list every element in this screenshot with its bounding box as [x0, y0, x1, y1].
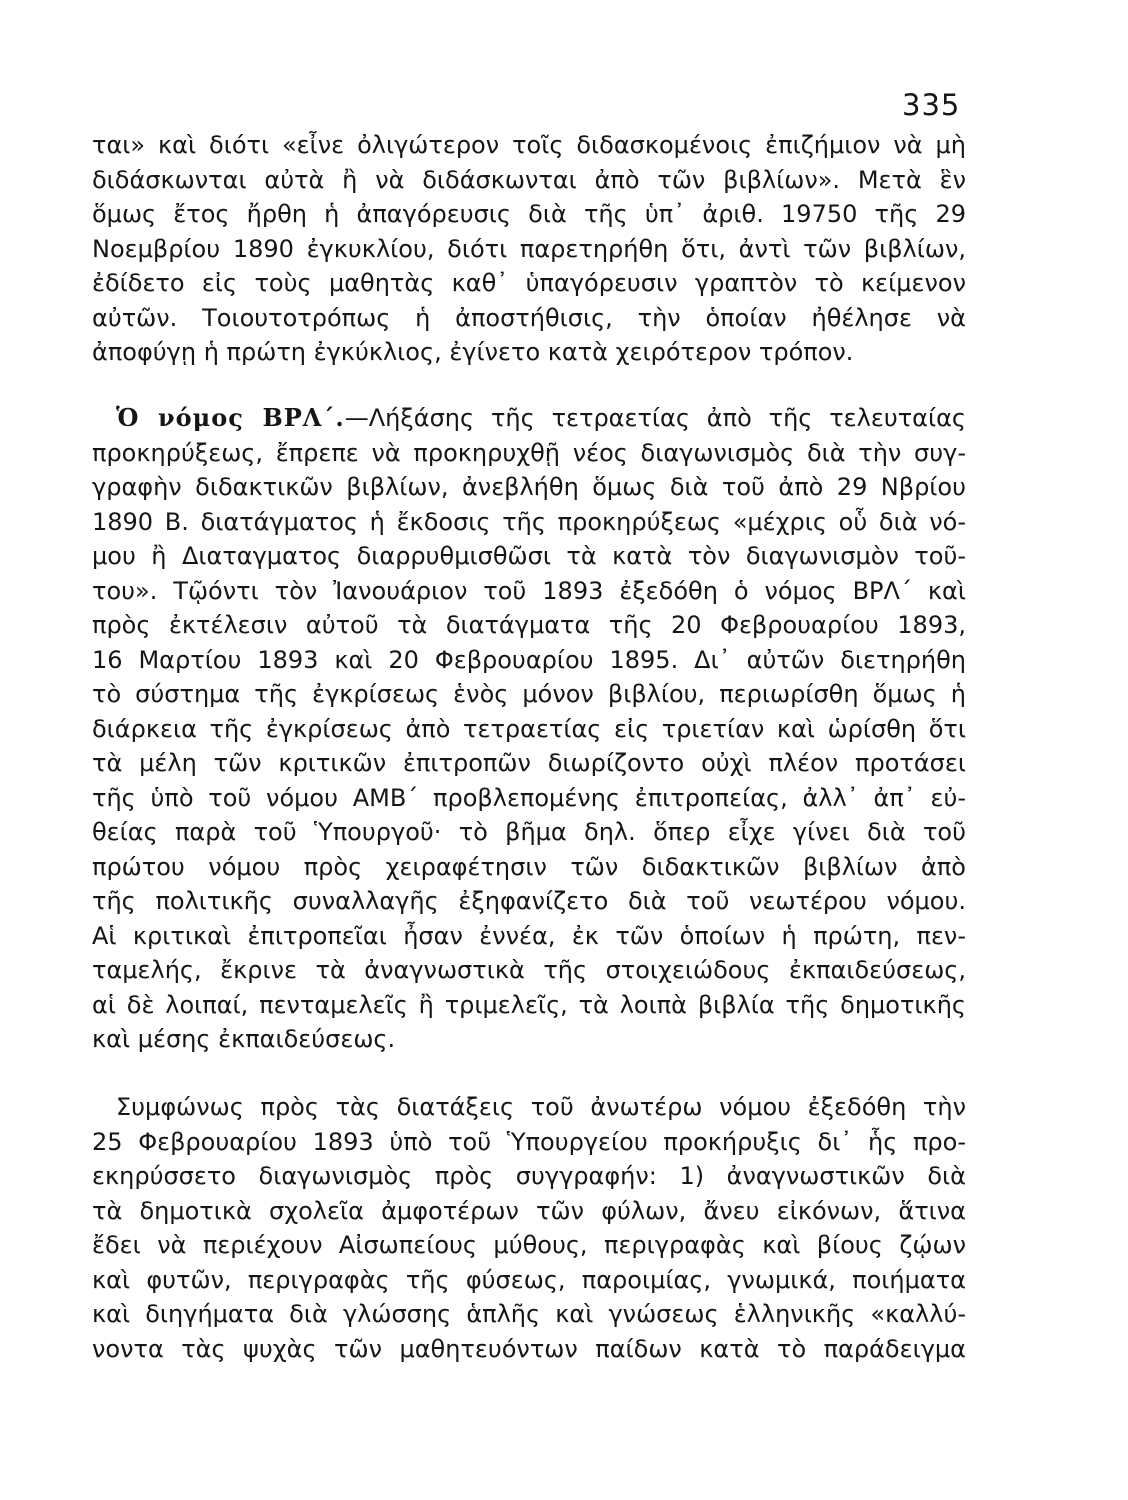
text-line: ται» καὶ διότι «εἶνε ὀλιγώτερον τοῖς διδασκομένοις ἐπιζήμιον νὰ μὴ: [92, 131, 966, 159]
text-line: μου ἢ Διαταγματος διαρρυθμισθῶσι τὰ κατὰ τὸν διαγωνισμὸν τοῦ-: [92, 542, 966, 570]
text-line: πρὸς ἐκτέλεσιν αὐτοῦ τὰ διατάγματα τῆς 20 Φεβρουαρίου 1893,: [92, 611, 966, 639]
text-line: προκηρύξεως, ἔπρεπε νὰ προκηρυχθῇ νέος διαγωνισμὸς διὰ τὴν συγ-: [92, 438, 966, 467]
text-line: τὸ σύστημα τῆς ἐγκρίσεως ἑνὸς μόνον βιβλίου, περιωρίσθη ὅμως ἡ: [92, 680, 966, 708]
text-line: καὶ διηγήματα διὰ γλώσσης ἁπλῆς καὶ γνώσεως ἑλληνικῆς «καλλύ-: [92, 1300, 966, 1328]
text-line: διδάσκωνται αὐτὰ ἢ νὰ διδάσκωνται ἀπὸ τῶν βιβλίων». Μετὰ ἓν: [92, 165, 966, 194]
text-line: ταμελής, ἔκρινε τὰ ἀναγνωστικὰ τῆς στοιχειώδους ἐκπαιδεύσεως,: [92, 956, 966, 984]
section-heading: Ὁ νόμος ΒΡΛ΄.: [116, 403, 345, 432]
heading-line-text: —Λήξάσης τῆς τετραετίας ἀπὸ τῆς τελευταίας: [344, 404, 967, 432]
text-line: [92, 401, 966, 436]
text-line: 1890 Β. διατάγματος ἡ ἔκδοσις τῆς προκηρύξεως «μέχρις οὗ διὰ νό-: [92, 507, 966, 536]
text-line: νοντα τὰς ψυχὰς τῶν μαθητευόντων παίδων κατὰ τὸ παράδειγμα: [92, 1334, 966, 1363]
text-line: 16 Μαρτίου 1893 καὶ 20 Φεβρουαρίου 1895. Δι᾽ αὐτῶν διετηρήθη: [92, 645, 966, 674]
text-line: τῆς πολιτικῆς συναλλαγῆς ἐξηφανίζετο διὰ τοῦ νεωτέρου νόμου.: [92, 887, 966, 915]
text-line: γραφὴν διδακτικῶν βιβλίων, ἀνεβλήθη ὅμως διὰ τοῦ ἀπὸ 29 Νβρίου: [92, 473, 966, 501]
text-line: εκηρύσσετο διαγωνισμὸς πρὸς συγγραφήν: 1) ἀναγνωστικῶν διὰ: [92, 1162, 966, 1190]
text-line: διάρκεια τῆς ἐγκρίσεως ἀπὸ τετραετίας εἰς τριετίαν καὶ ὡρίσθη ὅτι: [92, 714, 966, 743]
text-line: ἀποφύγῃ ἡ πρώτη ἐγκύκλιος, ἐγίνετο κατὰ χειρότερον τρόπον.: [92, 338, 854, 366]
paragraph-2: [92, 401, 966, 1057]
text-line: τὰ μέλη τῶν κριτικῶν ἐπιτροπῶν διωρίζοντο οὐχὶ πλέον προτάσει: [92, 749, 966, 777]
paragraph-3: [92, 1090, 966, 1366]
text-line: του». Τῷόντι τὸν Ἰανουάριον τοῦ 1893 ἐξεδόθη ὁ νόμος ΒΡΛ΄ καὶ: [92, 576, 966, 605]
text-line: ἐδίδετο εἰς τοὺς μαθητὰς καθ᾽ ὑπαγόρευσιν γραπτὸν τὸ κείμενον: [92, 269, 966, 297]
text-line: καὶ μέσης ἐκπαιδεύσεως.: [92, 1025, 396, 1053]
text-line: αἱ δὲ λοιπαί, πενταμελεῖς ἢ τριμελεῖς, τὰ λοιπὰ βιβλία τῆς δημοτικῆς: [92, 990, 966, 1019]
paragraph-1: [92, 128, 966, 370]
text-line: τῆς ὑπὸ τοῦ νόμου ΑΜΒ΄ προβλεπομένης ἐπιτροπείας, ἀλλ᾽ ἀπ᾽ εὐ-: [92, 783, 966, 812]
text-line: καὶ φυτῶν, περιγραφὰς τῆς φύσεως, παροιμίας, γνωμικά, ποιήματα: [92, 1265, 966, 1294]
text-line: 25 Φεβρουαρίου 1893 ὑπὸ τοῦ Ὑπουργείου προκήρυξις δι᾽ ἧς προ-: [92, 1127, 966, 1156]
text-line: θείας παρὰ τοῦ Ὑπουργοῦ· τὸ βῆμα δηλ. ὅπερ εἶχε γίνει διὰ τοῦ: [92, 818, 966, 846]
text-line: τὰ δημοτικὰ σχολεῖα ἀμφοτέρων τῶν φύλων, ἄνευ εἰκόνων, ἅτινα: [92, 1196, 966, 1225]
text-line: ἔδει νὰ περιέχουν Αἰσωπείους μύθους, περιγραφὰς καὶ βίους ζῴων: [92, 1231, 966, 1259]
text-line: Αἱ κριτικαὶ ἐπιτροπεῖαι ἦσαν ἐννέα, ἐκ τῶν ὁποίων ἡ πρώτη, πεν-: [92, 921, 966, 950]
text-line: ὅμως ἔτος ἤρθη ἡ ἀπαγόρευσις διὰ τῆς ὑπ᾽ ἀριθ. 19750 τῆς 29: [92, 200, 966, 228]
text-line: Συμφώνως πρὸς τὰς διατάξεις τοῦ ἀνωτέρω νόμου ἐξεδόθη τὴν: [116, 1093, 966, 1121]
page-number: 335: [902, 88, 961, 122]
text-line: αὐτῶν. Τοιουτοτρόπως ἡ ἀποστήθισις, τὴν ὁποίαν ἠθέλησε νὰ: [92, 303, 966, 332]
text-line: Νοεμβρίου 1890 ἐγκυκλίου, διότι παρετηρήθη ὅτι, ἀντὶ τῶν βιβλίων,: [92, 234, 966, 263]
text-line: πρώτου νόμου πρὸς χειραφέτησιν τῶν διδακτικῶν βιβλίων ἀπὸ: [92, 852, 966, 881]
